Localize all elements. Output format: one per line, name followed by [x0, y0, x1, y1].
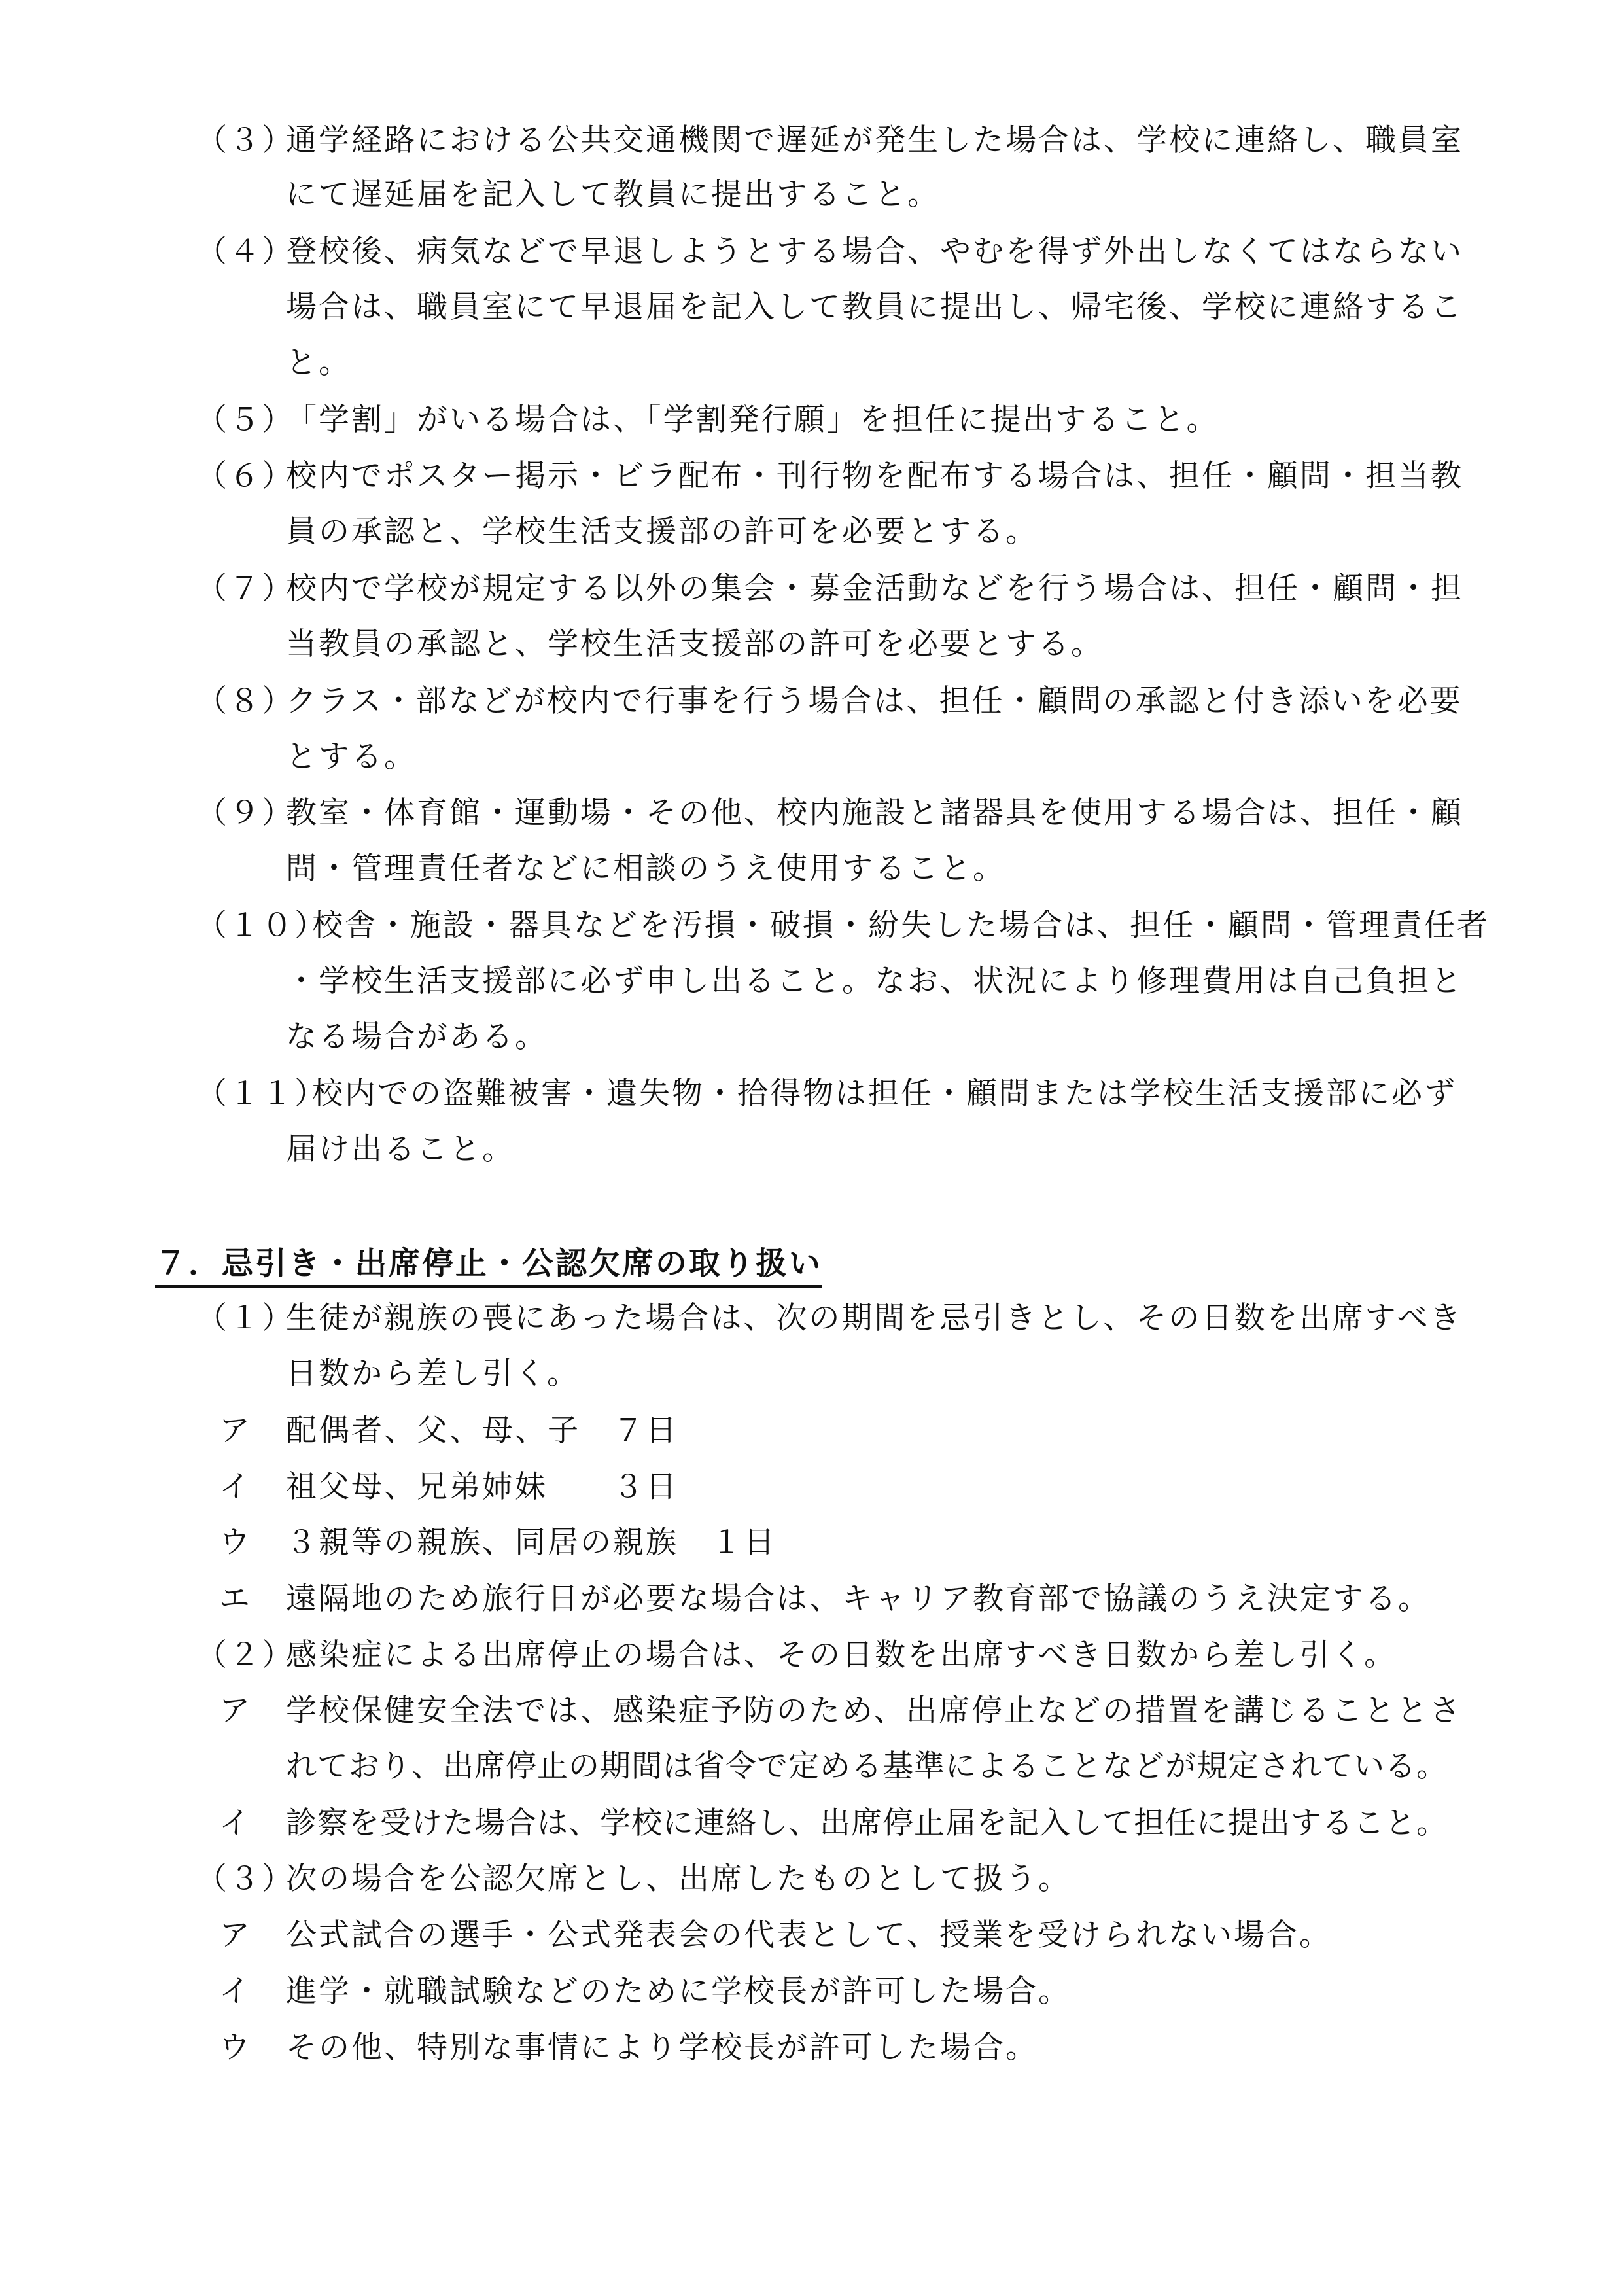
rule-text: ・学校生活支援部に必ず申し出ること。なお、状況により修理費用は自己負担と [286, 963, 1463, 999]
rule-number: （９） [196, 795, 294, 831]
rule-text: 当教員の承認と、学校生活支援部の許可を必要とする。 [286, 626, 1104, 662]
sub-item-text: 遠隔地のため旅行日が必要な場合は、キャリア教育部で協議のうえ決定する。 [286, 1581, 1431, 1617]
rule-number: （４） [196, 234, 294, 270]
rule-text: 場合は、職員室にて早退届を記入して教員に提出し、帰宅後、学校に連絡するこ [286, 289, 1463, 325]
rule-text: 日数から差し引く。 [286, 1356, 580, 1392]
rule-text: 生徒が親族の喪にあった場合は、次の期間を忌引きとし、その日数を出席すべき [286, 1300, 1463, 1336]
sub-item-text: 祖父母、兄弟姉妹 ３日 [286, 1469, 678, 1505]
sub-item-marker: イ [219, 1973, 252, 2009]
rule-number: （５） [196, 402, 294, 438]
sub-item-marker: ア [219, 1917, 252, 1953]
rule-text: 問・管理責任者などに相談のうえ使用すること。 [286, 851, 1005, 887]
rule-text: 登校後、病気などで早退しようとする場合、やむを得ず外出しなくてはならない [286, 234, 1463, 270]
rule-number: （８） [196, 683, 294, 719]
sub-item-marker: ウ [219, 1525, 252, 1561]
sub-item-text: ３親等の親族、同居の親族 １日 [286, 1525, 777, 1561]
sub-item-text: その他、特別な事情により学校長が許可した場合。 [286, 2030, 1038, 2066]
rule-number: （２） [196, 1637, 294, 1673]
rule-number: （３） [196, 122, 294, 158]
sub-item-marker: ア [219, 1693, 252, 1729]
sub-item-marker: ア [219, 1413, 252, 1449]
rule-text: 校内でポスター掲示・ビラ配布・刊行物を配布する場合は、担任・顧問・担当教 [286, 458, 1463, 494]
sub-item-text: 配偶者、父、母、子 ７日 [286, 1413, 678, 1449]
rule-text: 校内で学校が規定する以外の集会・募金活動などを行う場合は、担任・顧問・担 [286, 571, 1463, 607]
rule-text: 「学割」がいる場合は、「学割発行願」を担任に提出すること。 [286, 402, 1219, 438]
rule-text: 届け出ること。 [286, 1131, 515, 1167]
sub-item-text: 学校保健安全法では、感染症予防のため、出席停止などの措置を講じることとさ [286, 1693, 1463, 1729]
rule-number: （３） [196, 1861, 294, 1897]
rule-number: （１） [196, 1300, 294, 1336]
rule-text: 教室・体育館・運動場・その他、校内施設と諸器具を使用する場合は、担任・顧 [286, 795, 1463, 831]
sub-item-text: れており、出席停止の期間は省令で定める基準によることなどが規定されている。 [286, 1748, 1448, 1784]
sub-item-text: 診察を受けた場合は、学校に連絡し、出席停止届を記入して担任に提出すること。 [286, 1805, 1448, 1841]
rule-number: （１１） [196, 1076, 327, 1112]
rule-number: （６） [196, 458, 294, 494]
sub-item-marker: ウ [219, 2030, 252, 2066]
rule-number: （１０） [196, 908, 327, 944]
rule-text: 感染症による出席停止の場合は、その日数を出席すべき日数から差し引く。 [286, 1637, 1397, 1673]
rule-text: 通学経路における公共交通機関で遅延が発生した場合は、学校に連絡し、職員室 [286, 122, 1463, 158]
rule-text: 校舎・施設・器具などを汚損・破損・紛失した場合は、担任・顧問・管理責任者 [312, 908, 1490, 944]
sub-item-marker: イ [219, 1805, 252, 1841]
rule-text: なる場合がある。 [286, 1019, 548, 1055]
rule-text: とする。 [286, 739, 417, 775]
rule-text: クラス・部などが校内で行事を行う場合は、担任・顧問の承認と付き添いを必要 [286, 683, 1463, 719]
rule-text: 員の承認と、学校生活支援部の許可を必要とする。 [286, 514, 1038, 550]
rule-text: 校内での盗難被害・遺失物・拾得物は担任・顧問または学校生活支援部に必ず [312, 1076, 1457, 1112]
sub-item-marker: エ [219, 1581, 252, 1617]
sub-item-text: 公式試合の選手・公式発表会の代表として、授業を受けられない場合。 [286, 1917, 1333, 1953]
sub-item-marker: イ [219, 1469, 252, 1505]
sub-item-text: 進学・就職試験などのために学校長が許可した場合。 [286, 1973, 1071, 2009]
section-heading: ７．忌引き・出席停止・公認欠席の取り扱い [155, 1243, 822, 1288]
rule-number: （７） [196, 571, 294, 607]
rule-text: 次の場合を公認欠席とし、出席したものとして扱う。 [286, 1861, 1071, 1897]
rule-text: にて遅延届を記入して教員に提出すること。 [286, 177, 940, 213]
rule-text: と。 [286, 345, 351, 381]
